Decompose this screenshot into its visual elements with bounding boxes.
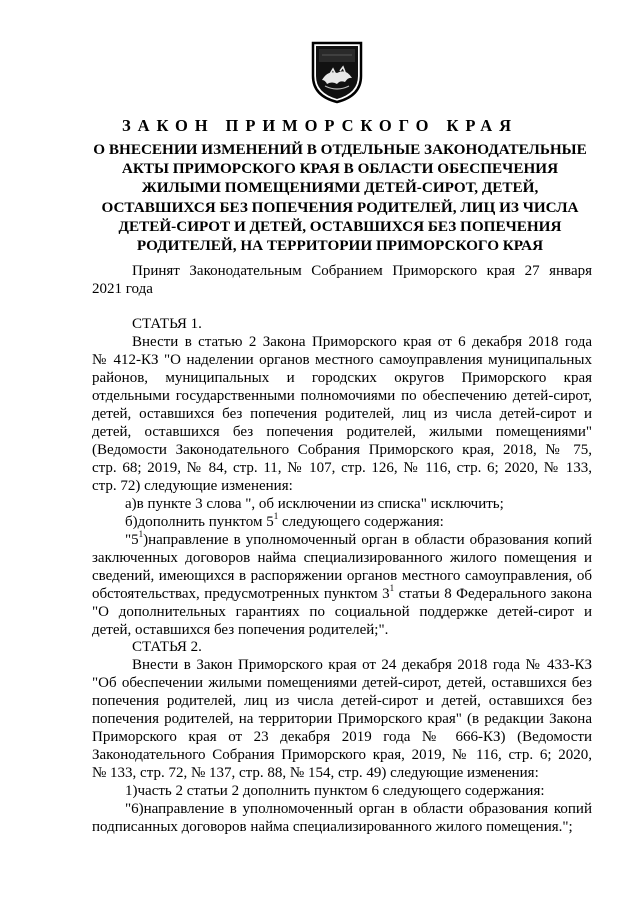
article-heading-text: СТАТЬЯ 1. bbox=[132, 316, 202, 332]
paragraph-line: (Ведомости Законодательного Собрания Приморского края, 2018, № 75, bbox=[92, 442, 592, 458]
paragraph-line: отдельными государственными полномочиями по обеспечению детей-сирот, bbox=[92, 388, 592, 404]
article-1-body bbox=[92, 333, 592, 639]
item-b-text: следующего содержания: bbox=[278, 514, 444, 530]
quote-text: "5 bbox=[125, 532, 139, 548]
paragraph-line: "Об обеспечении жилыми помещениями детей-сирот, детей, оставшихся без bbox=[92, 675, 592, 691]
quote-line bbox=[92, 585, 592, 603]
paragraph-line: попечения родителей, на территории Приморского края" (в редакции Закона bbox=[92, 711, 592, 727]
item-a: а)в пункте 3 слова ", об исключении из списка" исключить; bbox=[125, 496, 504, 512]
paragraph-line: Внести в Закон Приморского края от 24 декабря 2018 года № 433-КЗ bbox=[132, 657, 592, 673]
paragraph-line: попечения родителей, лиц из числа детей-сирот и детей, оставшихся без bbox=[92, 693, 592, 709]
paragraph-line: стр. 68; 2019, № 84, стр. 11, № 107, стр. 126, № 116, стр. 6; 2020, № 133, bbox=[92, 460, 592, 476]
paragraph-line: Приморского края от 23 декабря 2019 года № 666-КЗ) (Ведомости bbox=[92, 729, 592, 745]
quote-line bbox=[92, 531, 592, 549]
paragraph-line: детей, оставшихся без попечения родителей, жилыми помещениями" bbox=[92, 424, 592, 440]
paragraph-line: стр. 72) следующие изменения: bbox=[92, 478, 293, 494]
quote-line: "О дополнительных гарантиях по социальной поддержке детей-сирот и bbox=[92, 604, 592, 620]
subtitle-line: ДЕТЕЙ-СИРОТ И ДЕТЕЙ, ОСТАВШИХСЯ БЕЗ ПОПЕЧЕНИЯ bbox=[118, 217, 562, 235]
item-b-text: б)дополнить пунктом 5 bbox=[125, 514, 274, 530]
article-2-heading bbox=[92, 638, 592, 656]
quote-line: "6)направление в уполномоченный орган в области образования копий bbox=[125, 801, 592, 817]
subtitle-line: О ВНЕСЕНИИ ИЗМЕНЕНИЙ В ОТДЕЛЬНЫЕ ЗАКОНОДАТЕЛЬНЫЕ bbox=[93, 141, 587, 158]
quote-line: детей, оставшихся без попечения родителей;". bbox=[92, 622, 389, 638]
quote-text: обстоятельствах, предусмотренных пунктом 3 bbox=[92, 586, 390, 602]
article-heading-text: СТАТЬЯ 2. bbox=[132, 639, 202, 655]
paragraph-line: Внести в статью 2 Закона Приморского края от 6 декабря 2018 года bbox=[132, 334, 592, 350]
quote-line: подписанных договоров найма специализированного жилого помещения."; bbox=[92, 819, 573, 835]
paragraph-line: Законодательного Собрания Приморского края, 2019, № 116, стр. 6; 2020, bbox=[92, 747, 592, 763]
law-title: ЗАКОН ПРИМОРСКОГО КРАЯ bbox=[122, 116, 518, 135]
adoption-note bbox=[92, 262, 592, 298]
item-b bbox=[92, 513, 592, 531]
paragraph-line: № 412-КЗ "О наделении органов местного самоуправления муниципальных bbox=[92, 352, 592, 368]
paragraph-line: районов, муниципальных и городских округов Приморского края bbox=[92, 370, 592, 386]
paragraph-line: № 133, стр. 72, № 137, стр. 88, № 154, стр. 49) следующие изменения: bbox=[92, 765, 539, 781]
article-1-heading bbox=[92, 315, 592, 333]
subtitle-line: ОСТАВШИХСЯ БЕЗ ПОПЕЧЕНИЯ РОДИТЕЛЕЙ, ЛИЦ ИЗ ЧИСЛА bbox=[101, 198, 579, 216]
quote-text: статьи 8 Федерального закона bbox=[394, 586, 592, 602]
superscript: 1 bbox=[389, 583, 395, 593]
adoption-line: Принят Законодательным Собранием Приморского края 27 января bbox=[132, 263, 592, 279]
quote-line: сведений, имеющихся в распоряжении органов местного самоуправления, об bbox=[92, 568, 592, 584]
article-2-body bbox=[92, 656, 592, 836]
quote-text: )направление в уполномоченный орган в области образования копий bbox=[143, 532, 592, 548]
paragraph-line: детей, оставшихся без попечения родителей, лиц из числа детей-сирот и bbox=[92, 406, 592, 422]
adoption-line: 2021 года bbox=[92, 281, 153, 297]
item-1: 1)часть 2 статьи 2 дополнить пунктом 6 следующего содержания: bbox=[125, 783, 545, 799]
law-subtitle bbox=[90, 140, 590, 255]
superscript: 1 bbox=[273, 511, 279, 521]
quote-line: заключенных договоров найма специализированного жилого помещения и bbox=[92, 550, 592, 566]
subtitle-line: РОДИТЕЛЕЙ, НА ТЕРРИТОРИИ ПРИМОРСКОГО КРАЯ bbox=[136, 237, 544, 255]
subtitle-line: АКТЫ ПРИМОРСКОГО КРАЯ В ОБЛАСТИ ОБЕСПЕЧЕНИЯ bbox=[121, 160, 559, 178]
primorsky-krai-coat-of-arms-icon bbox=[310, 40, 364, 104]
subtitle-line: ЖИЛЫМИ ПОМЕЩЕНИЯМИ ДЕТЕЙ-СИРОТ, ДЕТЕЙ, bbox=[141, 179, 539, 197]
superscript: 1 bbox=[138, 529, 144, 539]
